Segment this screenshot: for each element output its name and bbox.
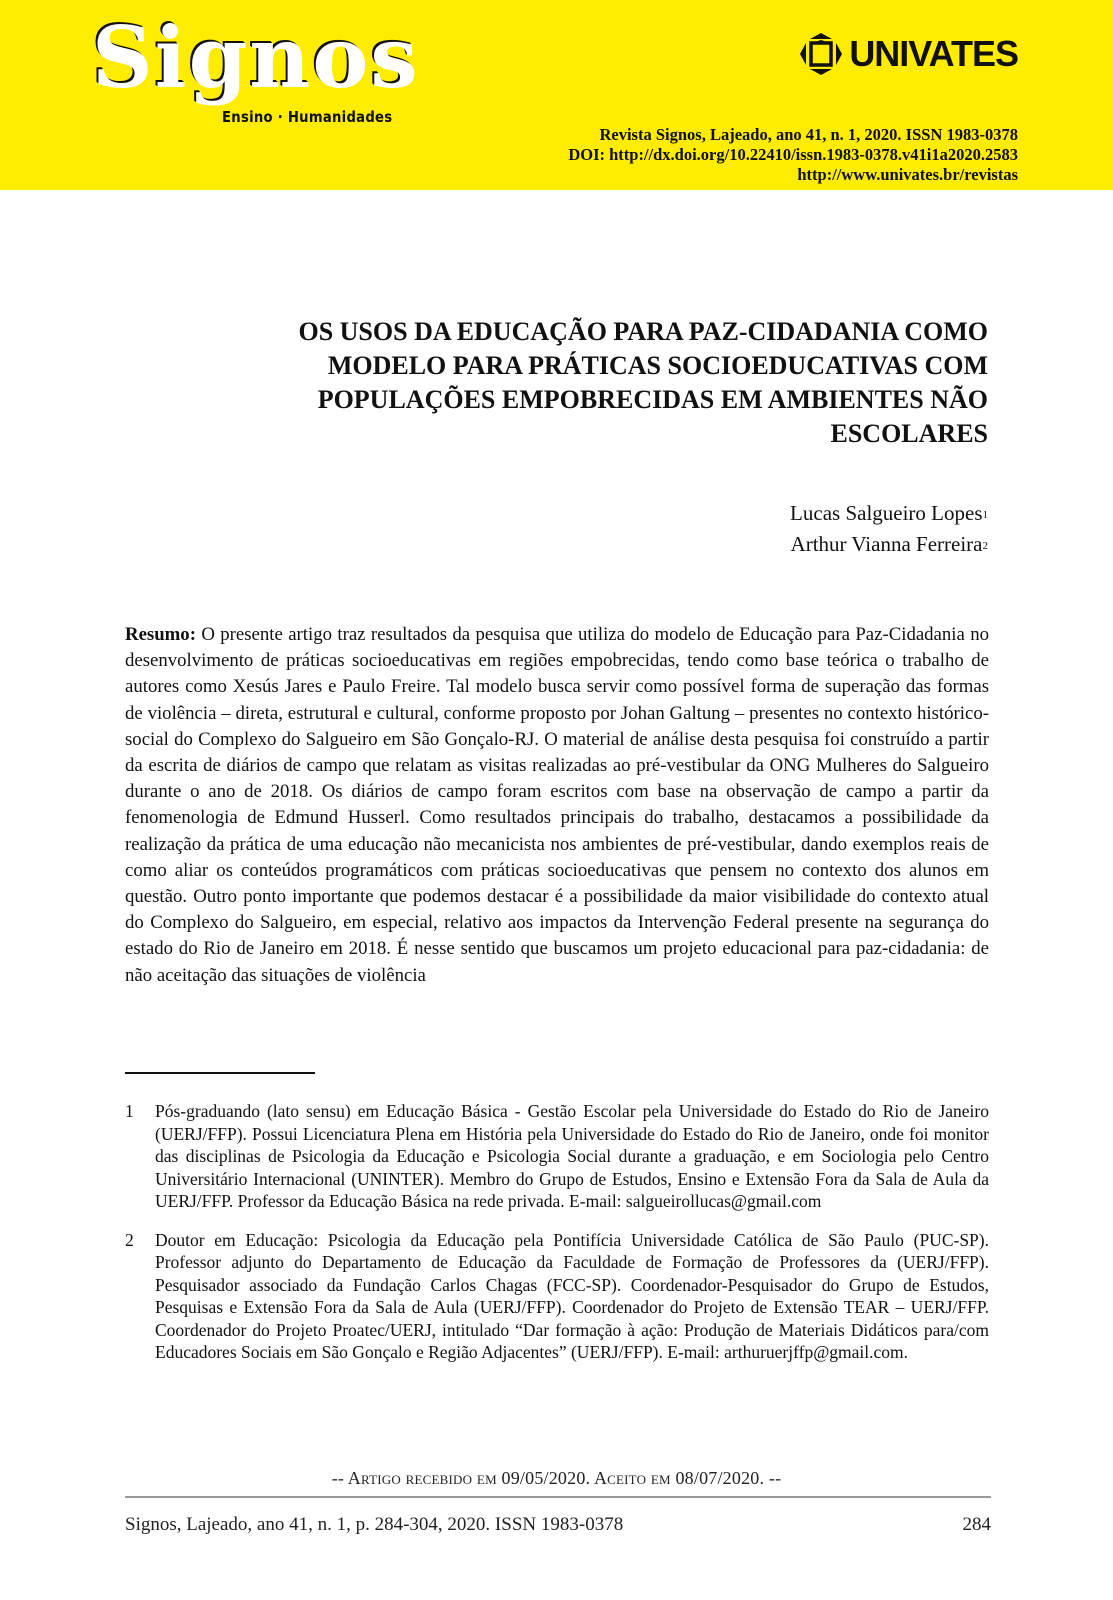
journal-url-link[interactable]: http://www.univates.br/revistas	[797, 165, 1018, 184]
footnote	[125, 1100, 989, 1213]
signos-logo: Signos	[92, 8, 420, 107]
footnote-number: 1	[125, 1101, 134, 1121]
journal-header-band	[0, 0, 1113, 190]
footnotes	[125, 1100, 989, 1380]
footnote-ref[interactable]: 2	[982, 540, 988, 552]
abstract-label: Resumo:	[125, 624, 196, 645]
univates-emblem-icon	[799, 32, 843, 76]
article-title: OS USOS DA EDUCAÇÃO PARA PAZ-CIDADANIA COMO MODELO PARA PRÁTICAS SOCIOEDUCATIVAS COM POPULAÇÕES EMPOBRECIDAS EM AMBIENTES NÃO ESCOLARES	[298, 317, 988, 448]
univates-logo	[799, 32, 1018, 76]
abstract	[125, 622, 989, 989]
author-list	[790, 498, 988, 560]
footnote-text: Pós-graduando (lato sensu) em Educação Básica - Gestão Escolar pela Universidade do Estado do Rio de Janeiro (UERJ/FFP). Possui Licenciatura Plena em História pela Universidade do Estado do Rio de Janeiro, onde foi monitor das disciplinas de Psicologia da Educação e Psicologia Social durante a graduação, e em Sociologia pelo Centro Universitário Internacional (UNINTER). Membro do Grupo de Estudos, Ensino e Extensão Fora da Sala de Aula da UERJ/FFP. Professor da Educação Básica na rede privada. E-mail: salgueirollucas@gmail.com	[155, 1101, 989, 1211]
doi-link[interactable]: DOI: http://dx.doi.org/10.22410/issn.1983-0378.v41i1a2020.2583	[568, 145, 1018, 164]
received-accepted-note: -- Artigo recebido em 09/05/2020. Aceito em 08/07/2020. --	[331, 1468, 782, 1488]
abstract-text: O presente artigo traz resultados da pesquisa que utiliza do modelo de Educação para Paz-Cidadania no desenvolvimento de práticas socioeducativas em regiões empobrecidas, tendo como base teórica o trabalho de autores como Xesús Jares e Paulo Freire. Tal modelo busca servir como possível forma de superação das formas de violência – direta, estrutural e cultural, conforme proposto por Johan Galtung – presentes no contexto histórico-social do Complexo do Salgueiro em São Gonçalo-RJ. O material de análise desta pesquisa foi construído a partir da escrita de diários de campo que relatam as visitas realizadas ao pré-vestibular da ONG Mulheres do Salgueiro durante o ano de 2018. Os diários de campo foram escritos com base na observação de campo a partir da fenomenologia de Edmund Husserl. Como resultados principais do trabalho, destacamos a possibilidade da realização da prática de uma educação não mecanicista nos ambientes de pré-vestibular, dando exemplos reais de como aliar os conteúdos programáticos com práticas socioeducativas que pensem no contexto dos alunos em questão. Outro ponto importante que podemos destacar é a possibilidade da maior visibilidade do contexto atual do Complexo do Salgueiro, em especial, relativo aos impactos da Intervenção Federal presente na segurança do estado do Rio de Janeiro em 2018. É nesse sentido que buscamos um projeto educacional para paz-cidadania: de não aceitação das situações de violência	[125, 624, 989, 986]
journal-citation-line: Revista Signos, Lajeado, ano 41, n. 1, 2020. ISSN 1983-0378	[599, 125, 1018, 144]
footnote-separator	[125, 1072, 315, 1074]
footnote-number: 2	[125, 1229, 134, 1250]
footnote-ref[interactable]: 1	[982, 509, 988, 521]
footer-citation: Signos, Lajeado, ano 41, n. 1, p. 284-304, 2020. ISSN 1983-0378	[125, 1514, 624, 1535]
univates-wordmark: UNIVATES	[849, 33, 1018, 74]
footer-separator	[125, 1496, 991, 1498]
page-number: 284	[962, 1514, 991, 1535]
author	[790, 498, 988, 529]
author-name: Lucas Salgueiro Lopes	[790, 501, 983, 525]
footnote-text: Doutor em Educação: Psicologia da Educação pela Pontifícia Universidade Católica de São Paulo (PUC-SP). Professor adjunto do Departamento de Educação da Faculdade de Formação de Professores da (UERJ/FFP). Pesquisador associado da Fundação Carlos Chagas (FCC-SP). Coordenador-Pesquisador do Grupo de Estudos, Pesquisas e Extensão Fora da Sala de Aula (UERJ/FFP). Coordenador do Projeto de Extensão TEAR – UERJ/FFP. Coordenador do Projeto Proatec/UERJ, intitulado “Dar formação à ação: Produção de Materiais Didáticos para/com Educadores Sociais em São Gonçalo e Região Adjacentes” (UERJ/FFP). E-mail: arthuruerjffp@gmail.com.	[155, 1229, 989, 1362]
author	[790, 529, 988, 560]
footnote	[125, 1229, 989, 1364]
signos-tagline: Ensino · Humanidades	[222, 108, 393, 126]
author-name: Arthur Vianna Ferreira	[790, 532, 983, 556]
journal-info	[568, 125, 1018, 185]
page-footer	[125, 1514, 991, 1536]
